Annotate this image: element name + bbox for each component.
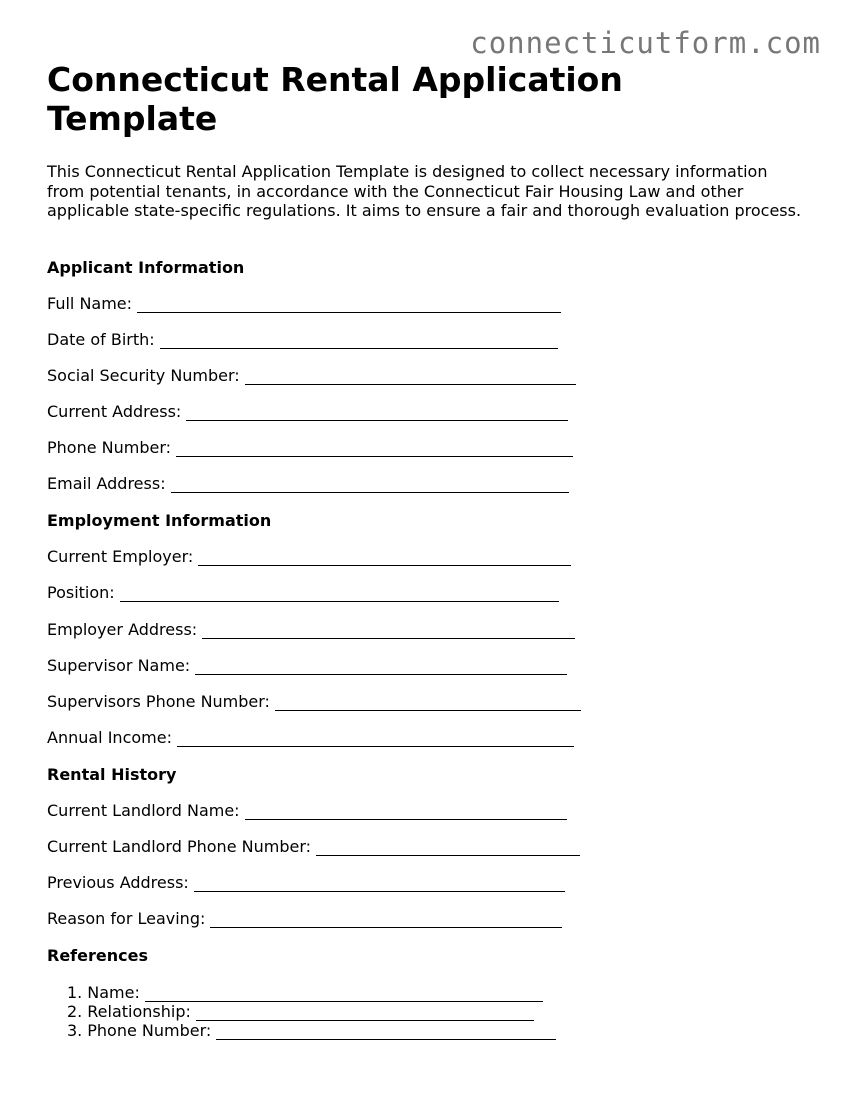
email-address-field[interactable] xyxy=(47,474,569,493)
reference-name-label: Name: xyxy=(87,983,140,1002)
reason-for-leaving-blank[interactable] xyxy=(210,911,562,928)
current-address-label: Current Address: xyxy=(47,402,182,421)
reference-phone-number: 3. xyxy=(67,1021,83,1040)
supervisor-name-label: Supervisor Name: xyxy=(47,656,191,675)
full-name-field[interactable] xyxy=(47,294,561,313)
phone-number-blank[interactable] xyxy=(176,440,573,457)
reference-phone-item[interactable] xyxy=(67,1021,556,1040)
supervisor-name-field[interactable] xyxy=(47,656,567,675)
position-label: Position: xyxy=(47,583,115,602)
rental-section-heading: Rental History xyxy=(47,765,177,784)
current-employer-field[interactable] xyxy=(47,547,571,566)
reference-phone-blank[interactable] xyxy=(216,1023,556,1040)
annual-income-label: Annual Income: xyxy=(47,728,172,747)
landlord-phone-blank[interactable] xyxy=(316,839,580,856)
ssn-field[interactable] xyxy=(47,366,576,385)
landlord-phone-field[interactable] xyxy=(47,837,580,856)
landlord-phone-label: Current Landlord Phone Number: xyxy=(47,837,311,856)
supervisor-name-blank[interactable] xyxy=(195,658,567,675)
applicant-section-heading: Applicant Information xyxy=(47,258,245,277)
current-address-blank[interactable] xyxy=(186,404,568,421)
supervisor-phone-label: Supervisors Phone Number: xyxy=(47,692,270,711)
previous-address-label: Previous Address: xyxy=(47,873,189,892)
landlord-name-blank[interactable] xyxy=(245,803,567,820)
reference-relationship-blank[interactable] xyxy=(196,1004,534,1021)
reference-relationship-item[interactable] xyxy=(67,1002,534,1021)
site-watermark: connecticutform.com xyxy=(470,26,821,60)
date-of-birth-blank[interactable] xyxy=(160,332,558,349)
ssn-blank[interactable] xyxy=(245,368,576,385)
employer-address-blank[interactable] xyxy=(202,622,575,639)
full-name-blank[interactable] xyxy=(137,296,561,313)
reason-for-leaving-field[interactable] xyxy=(47,909,562,928)
intro-paragraph: This Connecticut Rental Application Template is designed to collect necessary information from potential tenants, in accordance with the Connecticut Fair Housing Law and other applicable state-specific regulations. It aims to ensure a fair and thorough evaluation process. xyxy=(47,162,802,221)
landlord-name-field[interactable] xyxy=(47,801,567,820)
reference-relationship-label: Relationship: xyxy=(87,1002,191,1021)
full-name-label: Full Name: xyxy=(47,294,133,313)
supervisor-phone-blank[interactable] xyxy=(275,694,581,711)
annual-income-field[interactable] xyxy=(47,728,574,747)
employer-address-field[interactable] xyxy=(47,620,575,639)
email-address-label: Email Address: xyxy=(47,474,166,493)
employer-address-label: Employer Address: xyxy=(47,620,198,639)
landlord-name-label: Current Landlord Name: xyxy=(47,801,240,820)
date-of-birth-label: Date of Birth: xyxy=(47,330,155,349)
ssn-label: Social Security Number: xyxy=(47,366,240,385)
current-address-field[interactable] xyxy=(47,402,568,421)
supervisor-phone-field[interactable] xyxy=(47,692,581,711)
current-employer-label: Current Employer: xyxy=(47,547,194,566)
employment-section-heading: Employment Information xyxy=(47,511,272,530)
reason-for-leaving-label: Reason for Leaving: xyxy=(47,909,206,928)
reference-name-item[interactable] xyxy=(67,983,543,1002)
previous-address-blank[interactable] xyxy=(194,875,565,892)
page-title: Connecticut Rental Application Template xyxy=(47,60,623,138)
reference-name-blank[interactable] xyxy=(145,985,543,1002)
phone-number-label: Phone Number: xyxy=(47,438,172,457)
current-employer-blank[interactable] xyxy=(198,549,571,566)
annual-income-blank[interactable] xyxy=(177,730,574,747)
references-section-heading: References xyxy=(47,946,148,965)
reference-phone-label: Phone Number: xyxy=(87,1021,212,1040)
email-address-blank[interactable] xyxy=(171,476,569,493)
reference-name-number: 1. xyxy=(67,983,83,1002)
phone-number-field[interactable] xyxy=(47,438,573,457)
reference-relationship-number: 2. xyxy=(67,1002,83,1021)
date-of-birth-field[interactable] xyxy=(47,330,558,349)
position-blank[interactable] xyxy=(120,585,559,602)
position-field[interactable] xyxy=(47,583,559,602)
previous-address-field[interactable] xyxy=(47,873,565,892)
